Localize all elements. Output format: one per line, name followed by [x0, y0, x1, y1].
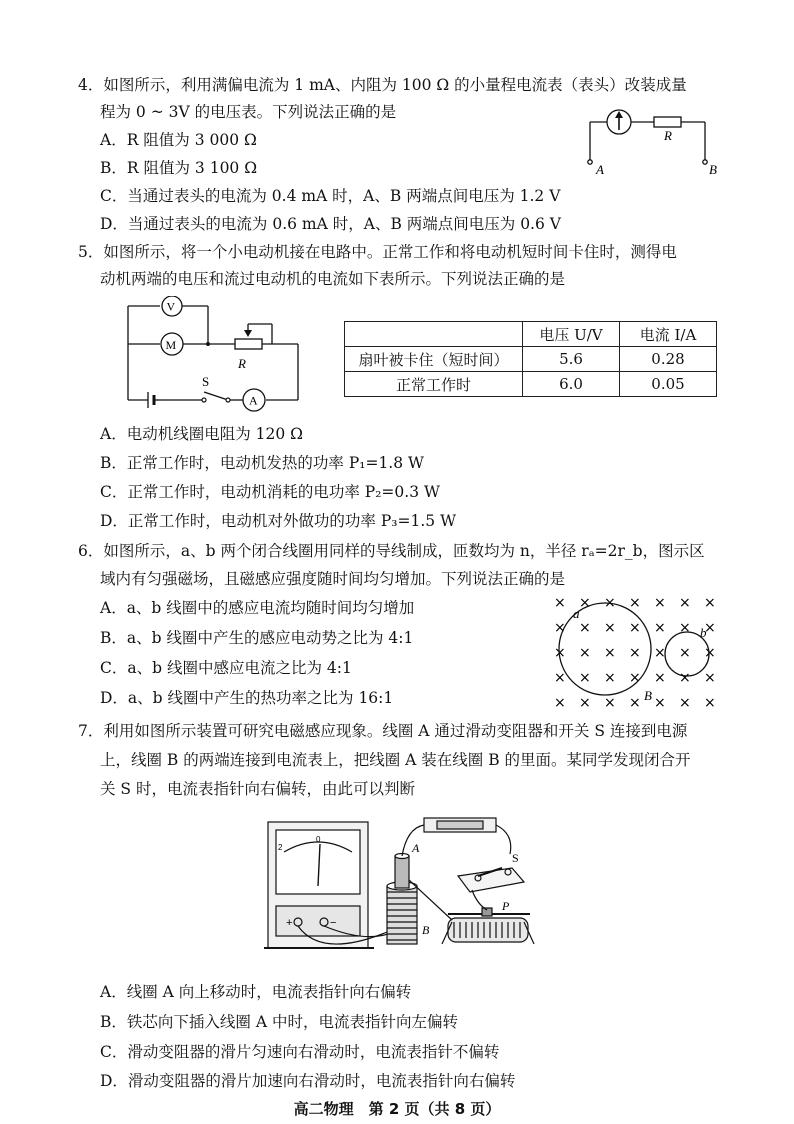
- q6-stem-line-1: 6．如图所示，a、b 两个闭合线圈用同样的导线制成，匝数均为 n，半径 rₐ=2r_b，图示区: [78, 542, 705, 560]
- q5-label-a: A: [249, 393, 258, 408]
- field-cross-mark: ×: [654, 645, 666, 661]
- q5-circuit-figure: [120, 296, 310, 414]
- field-cross-mark: ×: [604, 695, 616, 711]
- field-cross-mark: ×: [554, 645, 566, 661]
- field-cross-mark: ×: [654, 695, 666, 711]
- page-footer: 高二物理 第 2 页（共 8 页）: [293, 1100, 501, 1118]
- q6-label-field-b: B: [644, 688, 652, 703]
- field-cross-mark: ×: [704, 595, 716, 611]
- field-cross-mark: ×: [579, 645, 591, 661]
- q4-stem-line-1: 4．如图所示，利用满偏电流为 1 mA、内阻为 100 Ω 的小量程电流表（表头）改装成量: [78, 76, 687, 94]
- q7-label-p: P: [502, 899, 510, 913]
- field-cross-mark: ×: [704, 670, 716, 686]
- field-cross-mark: ×: [604, 645, 616, 661]
- q7-stem-line-3: 关 S 时，电流表指针向右偏转，由此可以判断: [100, 780, 415, 798]
- table-cell: 0.28: [620, 347, 717, 372]
- minus-terminal-label: −: [330, 917, 337, 929]
- field-cross-mark: ×: [654, 620, 666, 636]
- q4-option-b: B．R 阻值为 3 100 Ω: [100, 159, 258, 177]
- q5-stem-line-2: 动机两端的电压和流过电动机的电流如下表所示。下列说法正确的是: [100, 270, 566, 288]
- q5-data-table: [344, 321, 717, 397]
- coil-a-icon: [395, 856, 409, 888]
- scale-label-2: 2: [278, 843, 283, 852]
- q6-stem-line-2: 域内有匀强磁场，且磁感应强度随时间均匀增加。下列说法正确的是: [100, 570, 566, 588]
- q7-label-s: S: [512, 851, 519, 865]
- q5-label-v: V: [166, 299, 176, 314]
- table-header-cell: [345, 322, 523, 347]
- field-cross-mark: ×: [579, 620, 591, 636]
- field-cross-mark: ×: [554, 620, 566, 636]
- q7-apparatus-figure: [262, 810, 552, 960]
- q7-stem-line-2: 上，线圈 B 的两端连接到电流表上，把线圈 A 装在线圈 B 的里面。某同学发现闭合开: [100, 751, 691, 769]
- resistor-icon: [654, 117, 681, 127]
- field-cross-mark: ×: [629, 670, 641, 686]
- field-cross-mark: ×: [679, 645, 691, 661]
- q6-magnetic-field-figure: [548, 592, 728, 716]
- field-cross-mark: ×: [679, 620, 691, 636]
- q5-label-r: R: [238, 356, 246, 371]
- table-cell: 6.0: [523, 372, 620, 397]
- field-cross-mark: ×: [704, 695, 716, 711]
- q4-label-a: A: [596, 162, 604, 177]
- field-cross-mark: ×: [654, 595, 666, 611]
- q7-option-c: C．滑动变阻器的滑片匀速向右滑动时，电流表指针不偏转: [100, 1043, 500, 1061]
- q4-option-c: C．当通过表头的电流为 0.4 mA 时，A、B 两端点间电压为 1.2 V: [100, 187, 561, 205]
- field-cross-mark: ×: [704, 645, 716, 661]
- switch-icon: [204, 392, 228, 400]
- q7-option-b: B．铁芯向下插入线圈 A 中时，电流表指针向左偏转: [100, 1013, 458, 1031]
- table-cell: 扇叶被卡住（短时间）: [345, 347, 523, 372]
- q4-label-b: B: [709, 162, 717, 177]
- field-cross-mark: ×: [554, 670, 566, 686]
- q5-option-d: D．正常工作时，电动机对外做功的功率 P₃=1.5 W: [100, 512, 456, 530]
- table-cell: 5.6: [523, 347, 620, 372]
- q7-option-d: D．滑动变阻器的滑片加速向右滑动时，电流表指针向右偏转: [100, 1072, 516, 1090]
- coil-b-icon: [387, 886, 417, 944]
- scale-label-0: 0: [316, 835, 321, 844]
- field-cross-mark: ×: [579, 695, 591, 711]
- q6-label-a: a: [573, 606, 580, 621]
- field-cross-mark: ×: [629, 595, 641, 611]
- q6-option-a: A．a、b 线圈中的感应电流均随时间均匀增加: [100, 599, 415, 617]
- q4-label-r: R: [664, 128, 672, 143]
- q5-option-a: A．电动机线圈电阻为 120 Ω: [100, 425, 303, 443]
- q4-circuit-figure: [578, 102, 728, 178]
- field-cross-mark: ×: [679, 595, 691, 611]
- table-row: [345, 372, 717, 397]
- q5-label-m: M: [165, 338, 177, 352]
- q7-stem-line-1: 7．利用如图所示装置可研究电磁感应现象。线圈 A 通过滑动变阻器和开关 S 连接到电源: [78, 722, 688, 740]
- q5-stem-line-1: 5．如图所示，将一个小电动机接在电路中。正常工作和将电动机短时间卡住时，测得电: [78, 243, 677, 261]
- q4-stem-line-2: 程为 0 ~ 3V 的电压表。下列说法正确的是: [100, 103, 397, 121]
- q6-option-c: C．a、b 线圈中感应电流之比为 4:1: [100, 659, 352, 677]
- field-cross-mark: ×: [629, 695, 641, 711]
- q5-option-c: C．正常工作时，电动机消耗的电功率 P₂=0.3 W: [100, 483, 440, 501]
- field-cross-mark: ×: [604, 670, 616, 686]
- field-cross-mark: ×: [554, 695, 566, 711]
- q4-option-a: A．R 阻值为 3 000 Ω: [100, 131, 257, 149]
- field-cross-mark: ×: [704, 620, 716, 636]
- field-cross-mark: ×: [629, 645, 641, 661]
- field-cross-mark: ×: [604, 620, 616, 636]
- q7-option-a: A．线圈 A 向上移动时，电流表指针向右偏转: [100, 983, 412, 1001]
- q6-option-b: B．a、b 线圈中产生的感应电动势之比为 4:1: [100, 629, 414, 647]
- q7-label-b: B: [422, 923, 430, 937]
- table-header-cell: 电流 I/A: [620, 322, 717, 347]
- rheostat-icon: [235, 339, 262, 349]
- table-row: [345, 347, 717, 372]
- q5-label-s: S: [202, 374, 210, 389]
- field-cross-mark: ×: [554, 595, 566, 611]
- table-cell: 正常工作时: [345, 372, 523, 397]
- field-cross-mark: ×: [679, 695, 691, 711]
- field-cross-mark: ×: [579, 670, 591, 686]
- q4-option-d: D．当通过表头的电流为 0.6 mA 时，A、B 两端点间电压为 0.6 V: [100, 215, 561, 233]
- field-cross-mark: ×: [679, 670, 691, 686]
- q6-option-d: D．a、b 线圈中产生的热功率之比为 16:1: [100, 689, 394, 707]
- q7-label-a: A: [412, 841, 420, 855]
- field-cross-mark: ×: [629, 620, 641, 636]
- q6-label-b: b: [700, 625, 707, 640]
- field-cross-mark: ×: [604, 595, 616, 611]
- table-cell: 0.05: [620, 372, 717, 397]
- field-cross-mark: ×: [654, 670, 666, 686]
- q5-option-b: B．正常工作时，电动机发热的功率 P₁=1.8 W: [100, 454, 424, 472]
- table-row: [345, 322, 717, 347]
- plus-terminal-label: +: [286, 917, 293, 929]
- table-header-cell: 电压 U/V: [523, 322, 620, 347]
- field-cross-mark: ×: [579, 595, 591, 611]
